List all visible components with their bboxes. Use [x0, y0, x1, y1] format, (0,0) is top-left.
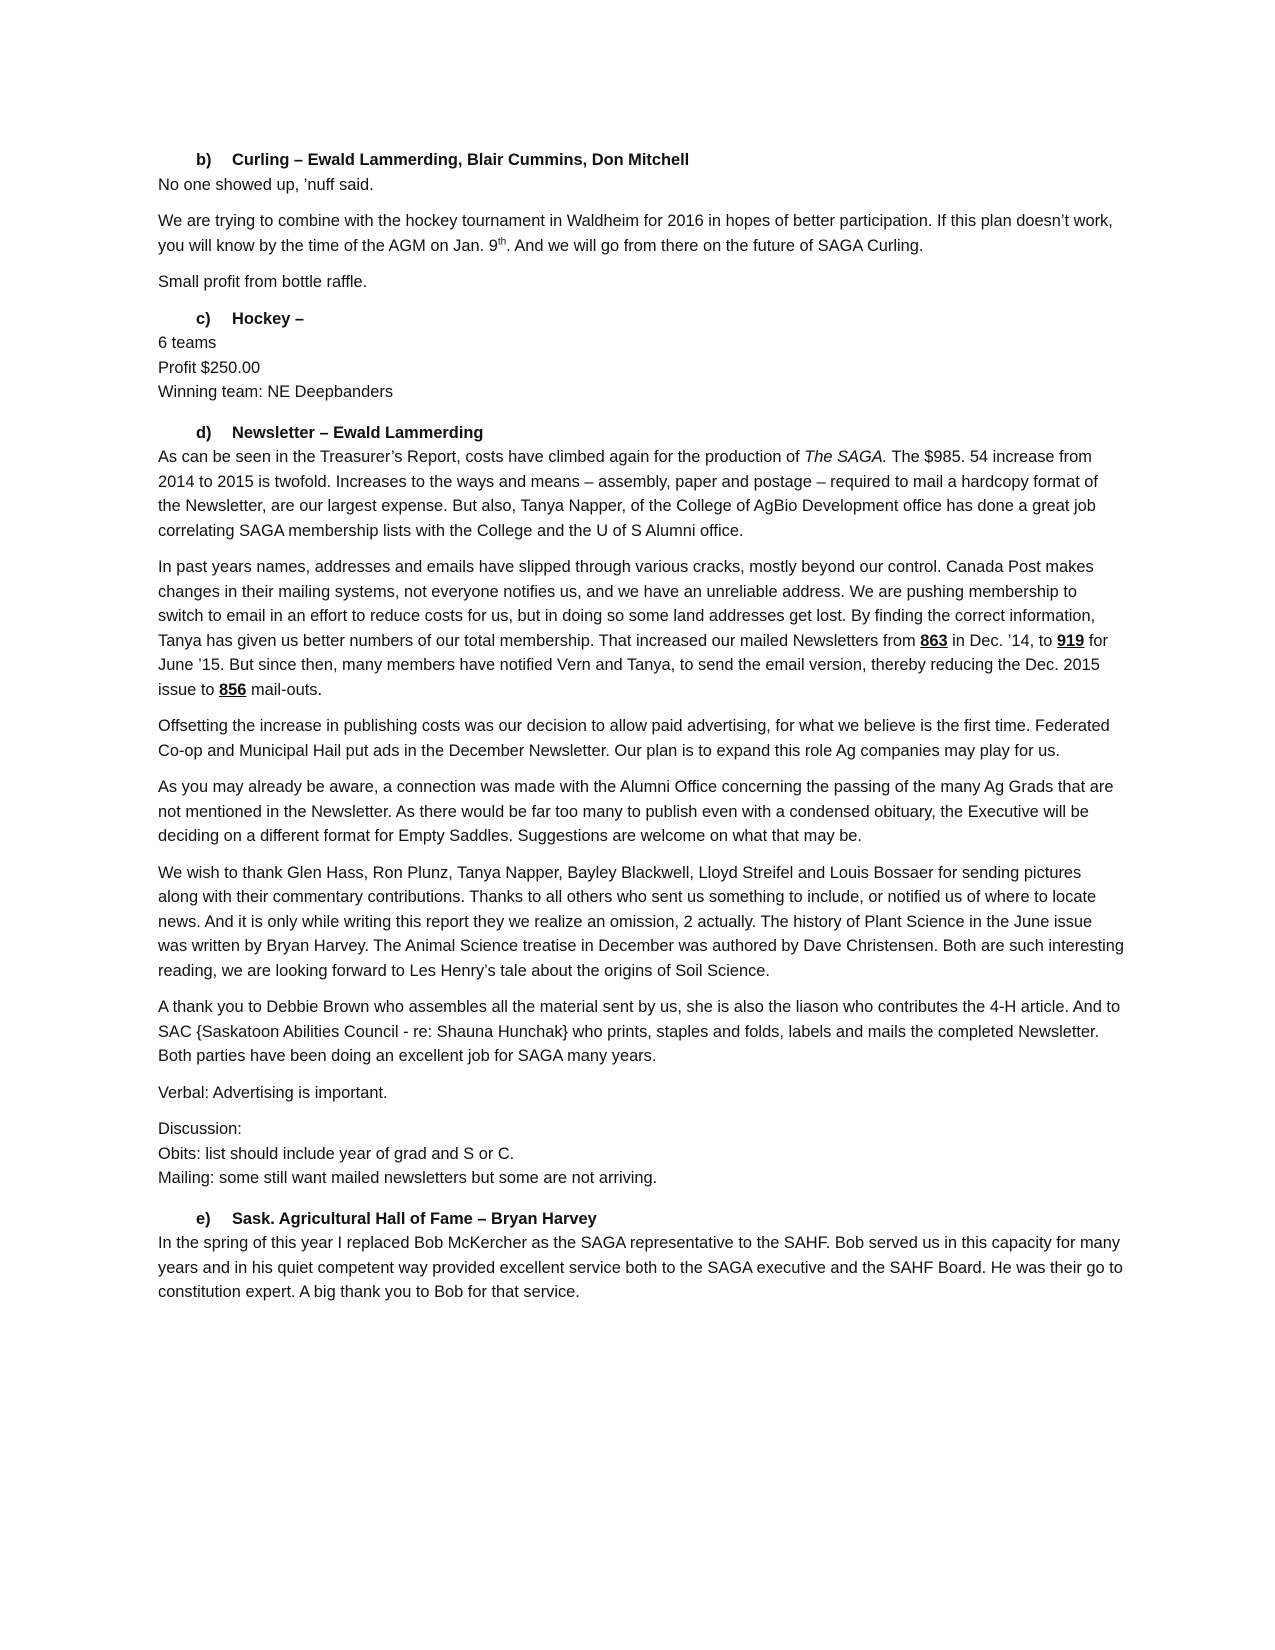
section-curling [158, 148, 1125, 295]
paragraph [158, 555, 1125, 702]
paragraph: In the spring of this year I replaced Bob McKercher as the SAGA representative to the SAHF. Bob served us in this capacity for many years and in his quiet competent way provided excellent service both to the SAGA executive and the SAHF Board. He was their go to constitution expert. A big thank you to Bob for that service. [158, 1234, 1123, 1301]
text-line: 6 teams [158, 334, 217, 352]
section-hockey [158, 307, 1125, 405]
paragraph: Verbal: Advertising is important. [158, 1083, 388, 1102]
section-letter: e) [196, 1209, 211, 1228]
count-value: 919 [1056, 631, 1085, 650]
count-value: 856 [219, 680, 247, 699]
paragraph [158, 209, 1125, 258]
text-run: In past years names, addresses and emails have slipped through various cracks, mostly beyond our control. Canada Post makes changes in their mailing systems, not everyone notifies us, and we have an unreliable address. We are pushing membership to switch to email in an effort to reduce costs for us, but in doing so some land addresses get lost. By finding the correct information, Tanya has given us better numbers of our total membership. That increased our mailed Newsletters from [158, 558, 1096, 650]
text-line: Obits: list should include year of grad and S or C. [158, 1144, 515, 1163]
section-heading-hall-of-fame [158, 1207, 1125, 1232]
section-title: Sask. Agricultural Hall of Fame – Bryan Harvey [232, 1209, 597, 1228]
text-run: in Dec. ’14, to [947, 631, 1057, 650]
section-letter: b) [196, 151, 212, 169]
count-value: 863 [920, 631, 948, 650]
text-line: Winning team: NE Deepbanders [158, 383, 394, 401]
text-run: The $985. 54 increase from 2014 to 2015 is twofold. Increases to the ways and means – assembly, paper and postage – required to mail a hardcopy format of the Newsletter, are our largest expense. But also, Tanya Napper, of the College of AgBio Development office has done a great job correlating SAGA membership lists with the College and the U of S Alumni office. [158, 448, 1098, 540]
publication-title: The SAGA. [804, 448, 888, 466]
section-title: Newsletter – Ewald Lammerding [232, 423, 484, 442]
section-heading-hockey [158, 307, 1125, 332]
section-newsletter [158, 421, 1125, 1191]
section-title: Hockey – [232, 309, 304, 328]
section-heading-curling [158, 148, 1125, 173]
text-line: Mailing: some still want mailed newsletters but some are not arriving. [158, 1169, 658, 1187]
text-run: for June ’15. But since then, many members have notified Vern and Tanya, to send the email version, thereby reducing the Dec. 2015 issue to [158, 631, 1108, 699]
section-letter: d) [196, 423, 212, 442]
text-run: . And we will go from there on the future of SAGA Curling. [506, 236, 924, 255]
section-heading-newsletter [158, 421, 1125, 446]
paragraph: Small profit from bottle raffle. [158, 273, 368, 291]
section-title: Curling – Ewald Lammerding, Blair Cummins, Don Mitchell [232, 151, 690, 169]
text-line: Discussion: [158, 1120, 242, 1138]
text-line: Profit $250.00 [158, 358, 261, 377]
paragraph: Offsetting the increase in publishing costs was our decision to allow paid advertising, for what we believe is the first time. Federated Co-op and Municipal Hail put ads in the December Newsletter. Our plan is to expand this role Ag companies may play for us. [158, 717, 1110, 760]
paragraph: As you may already be aware, a connection was made with the Alumni Office concerning the passing of the many Ag Grads that are not mentioned in the Newsletter. As there would be far too many to publish even with a condensed obituary, the Executive will be deciding on a different format for Empty Saddles. Suggestions are welcome on what that may be. [158, 778, 1114, 845]
paragraph: No one showed up, ’nuff said. [158, 175, 374, 194]
superscript: th [497, 236, 507, 248]
paragraph: We wish to thank Glen Hass, Ron Plunz, Tanya Napper, Bayley Blackwell, Lloyd Streifel and Louis Bossaer for sending pictures along with their commentary contributions. Thanks to all others who sent us something to include, or notified us of where to locate news. And it is only while writing this report they we realize an omission, 2 actually. The history of Plant Science in the June issue was written by Bryan Harvey. The Animal Science treatise in December was authored by Dave Christensen. Both are such interesting reading, we are looking forward to Les Henry’s tale about the origins of Soil Science. [158, 863, 1124, 980]
text-run: As can be seen in the Treasurer’s Report, costs have climbed again for the production of [158, 448, 805, 466]
paragraph: A thank you to Debbie Brown who assembles all the material sent by us, she is also the liason who contributes the 4-H article. And to SAC {Saskatoon Abilities Council - re: Shauna Hunchak} who prints, staples and folds, labels and mails the completed Newsletter. Both parties have been doing an excellent job for SAGA many years. [158, 998, 1121, 1065]
text-run: mail-outs. [246, 680, 323, 699]
paragraph [158, 445, 1125, 543]
section-hall-of-fame [158, 1207, 1125, 1305]
text-run: We are trying to combine with the hockey tournament in Waldheim for 2016 in hopes of better participation. If this plan doesn’t work, you will know by the time of the AGM on Jan. 9 [158, 212, 1113, 255]
section-letter: c) [196, 309, 211, 328]
